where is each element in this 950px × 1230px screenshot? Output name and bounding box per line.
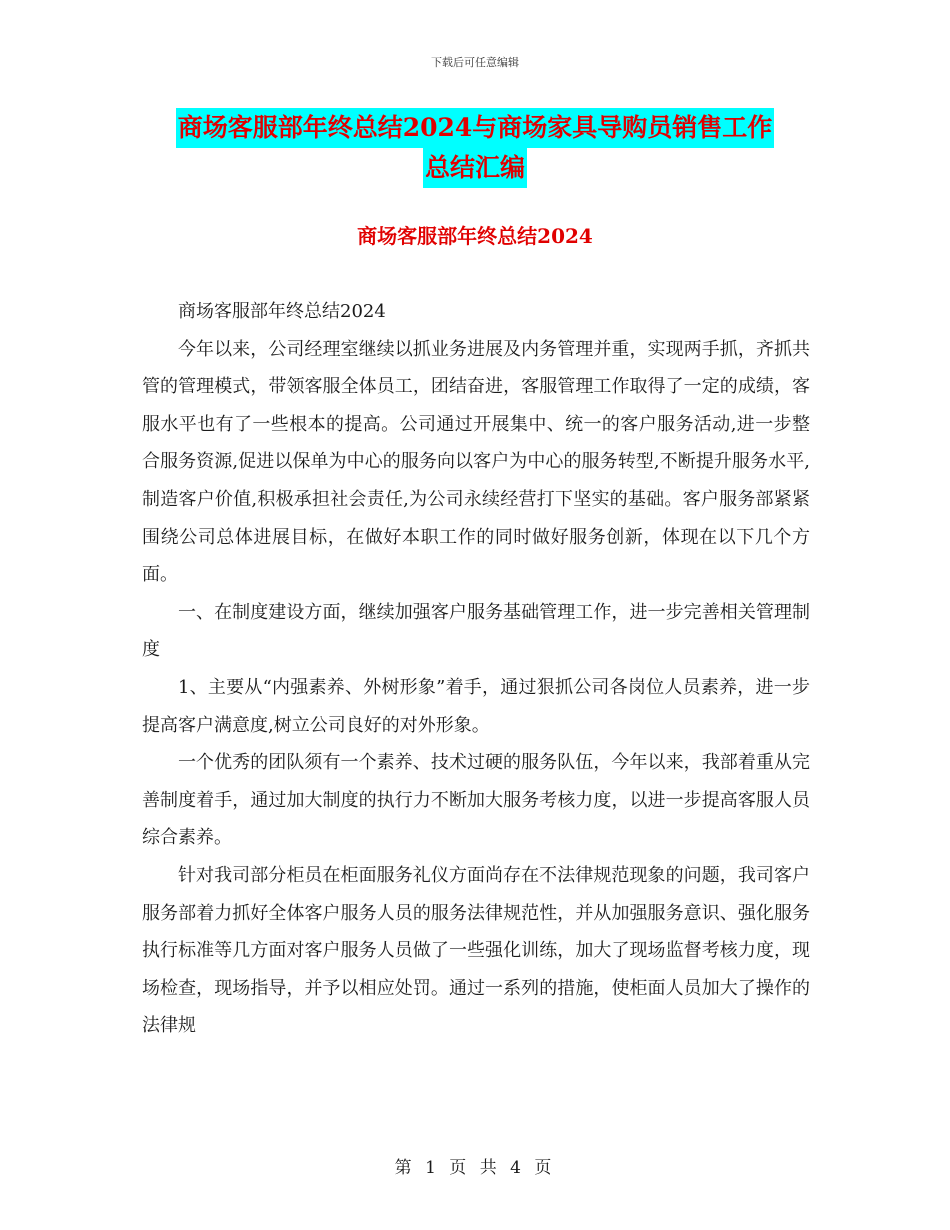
paragraph: 针对我司部分柜员在柜面服务礼仪方面尚存在不法律规范现象的问题，我司客户服务部着力抓好全体客户服务人员的服务法律规范性，并从加强服务意识、强化服务执行标准等几方面对客户服务人员做了一些强化训练，加大了现场监督考核力度，现场检查，现场指导，并予以相应处罚。通过一系列的措施，使柜面人员加大了操作的法律规 bbox=[142, 864, 810, 1037]
title-line-1: 商场客服部年终总结2024与商场家具导购员销售工作 bbox=[176, 108, 775, 148]
paragraph: 一个优秀的团队须有一个素养、技术过硬的服务队伍，今年以来，我部着重从完善制度着手，通过加大制度的执行力不断加大服务考核力度，以进一步提高客服人员综合素养。 bbox=[142, 752, 810, 849]
paragraph: 商场客服部年终总结2024 bbox=[178, 301, 386, 322]
section-title: 商场客服部年终总结2024 bbox=[357, 224, 593, 248]
page-footer: 第 1 页 共 4 页 bbox=[394, 1158, 556, 1178]
header-note: 下载后可任意编辑 bbox=[431, 56, 519, 69]
document-title bbox=[140, 108, 810, 188]
body-text bbox=[142, 293, 810, 1045]
paragraph: 今年以来，公司经理室继续以抓业务进展及内务管理并重，实现两手抓，齐抓共管的管理模式，带领客服全体员工，团结奋进，客服管理工作取得了一定的成绩，客服水平也有了一些根本的提高。公司通过开展集中、统一的客户服务活动,进一步整合服务资源,促进以保单为中心的服务向以客户为中心的服务转型,不断提升服务水平,制造客户价值,积极承担社会责任,为公司永续经营打下坚实的基础。客户服务部紧紧围绕公司总体进展目标，在做好本职工作的同时做好服务创新，体现在以下几个方面。 bbox=[142, 338, 810, 586]
paragraph: 一、在制度建设方面，继续加强客户服务基础管理工作，进一步完善相关管理制度 bbox=[142, 601, 810, 661]
title-line-2: 总结汇编 bbox=[423, 148, 527, 188]
paragraph: 1、主要从“内强素养、外树形象”着手，通过狠抓公司各岗位人员素养，进一步提高客户满意度,树立公司良好的对外形象。 bbox=[142, 676, 810, 736]
